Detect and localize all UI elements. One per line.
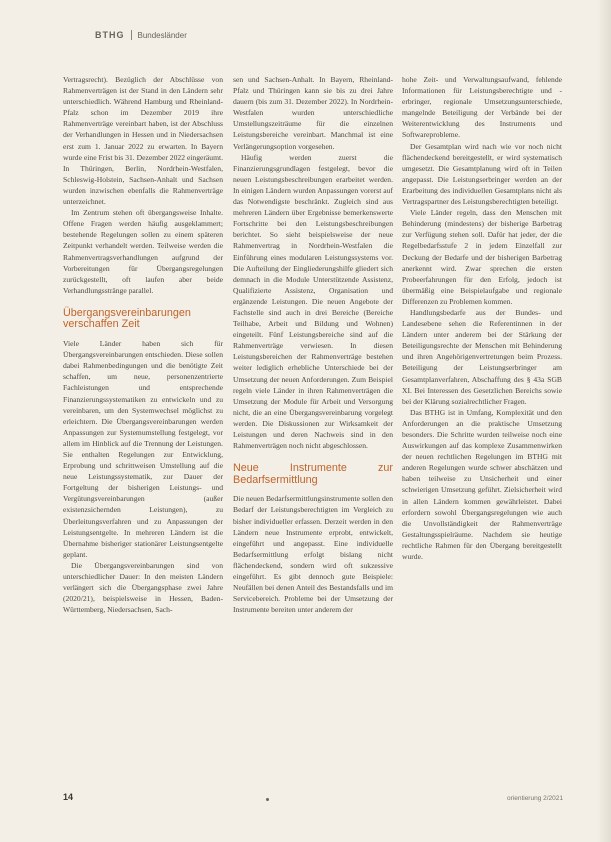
paragraph: Die Übergangsvereinbarungen sind von unterschiedlicher Dauer: In den meisten Ländern verlängert sich die Übergangsphase zwei Jahre (2020/21), beispielsweise in Hessen, Baden-Württemberg, Niedersachsen, Sach- [63, 560, 223, 615]
text-column-2 [233, 74, 393, 615]
paragraph: sen und Sachsen-Anhalt. In Bayern, Rheinland-Pfalz und Thüringen kann sie bis zu drei Jahre dauern (bis zum 31. Dezember 2022). In Nordrhein-Westfalen wurden unterschiedliche Umstellungszeiträume für die einzelnen Leistungsbereiche vereinbart. Manchmal ist eine Verlängerungsoption vorgesehen. [233, 75, 393, 151]
scan-shadow-edge [597, 0, 611, 842]
running-header [95, 30, 187, 40]
paragraph: Vertragsrecht). Bezüglich der Abschlüsse von Rahmenverträgen ist der Stand in den Ländern sehr unterschiedlich. Während Hamburg und Rheinland-Pfalz schon im Dezember 2019 ihre Rahmenverträge vereinbart haben, ist der Abschluss der Verhandlungen in Hessen und in Niedersachsen erst zum 1. Januar 2022 zu erwarten. In Bayern wurde eine Frist bis 31. Dezember 2022 eingeräumt. In Thüringen, Berlin, Nordrhein-Westfalen, Schleswig-Holstein, Sachsen-Anhalt und Sachsen wurden inzwischen ebenfalls die Rahmenverträge unterzeichnet. [63, 75, 223, 207]
section-heading: Neue Instrumente zur Bedarfsermittlung [233, 462, 393, 486]
paragraph: Viele Länder regeln, dass den Menschen mit Behinderung (mindestens) der bisherige Barbetrag zur Verfügung stehen soll. Dafür hat jeder, der die Regelbedarfsstufe 2 in jedem Einzelfall zur Deckung der Bedarfe und der bisherigen Barbetrag anerkennt wird. Zwar sprechen die ersten Probeerfahrungen für den Erfolg, jedoch ist übermäßig eine Beispielaufgabe und regionale Differenzen zu Problemen kommen. [402, 208, 562, 306]
paragraph: Viele Länder haben sich für Übergangsvereinbarungen entschieden. Diese sollen dabei Rahmenbedingungen und die benötigte Zeit schaffen, um neue, personenzentrierte Fachleistungen und entsprechende Finanzierungssystematiken zu entwickeln und zu vereinbaren, um den Systemwechsel möglichst zu erleichtern. Die Übergangsvereinbarungen werden Anpassungen zur Systemumstellung festgelegt, vor allem im Hinblick auf die Trennung der Leistungen. Sie enthalten Regelungen zur Entwicklung, Erprobung und schrittweisen Umstellung auf die neue Leistungssystematik, zur Dauer der Fortgeltung der bisherigen Leistungs- und Vergütungsvereinbarungen (außer existenzsichernden Leistungen), zu Überleitungsverfahren und zu Anpassungen der Leistungsentgelte. In mehreren Ländern ist die Übernahme bisheriger stationärer Leistungsentgelte geplant. [63, 339, 223, 559]
paragraph: Das BTHG ist in Umfang, Komplexität und den Anforderungen an die praktische Umsetzung besonders. Die Schritte wurden teilweise noch eine Auswirkungen auf das komplexe Zusammenwirken der neuen rechtlichen Regelungen im BTHG mit anderen Regelungen wurde schwer abschätzen und haben teilweise zu Unsicherheit und einer schwierigen Umsetzung geführt. Zielsicherheit wird in allen Ländern kommen gewährleistet. Dabei erfordern sowohl Übergangsregelungen wie auch die Unvollständigkeit der Rahmenverträge Gestaltungsspielräume. Nachdem sie heutige rechtliche Rahmen für den Übergang bereitgestellt wurde. [402, 407, 562, 562]
page-footer [63, 792, 563, 802]
paragraph: Der Gesamtplan wird nach wie vor noch nicht flächendeckend bereitgestellt, er wird systematisch umgesetzt. Die Gesamtplanung wird oft in Teilen angepasst. Die Leistungserbringer werden an der Erarbeitung des individuellen Gesamtplans nicht als Vertragspartner des Leistungsberechtigten beteiligt. [402, 141, 562, 207]
header-divider [131, 30, 132, 40]
text-column-1 [63, 74, 223, 615]
paragraph: Häufig werden zuerst die Finanzierungsgrundlagen festgelegt, bevor die neuen Leistungsbeschreibungen erarbeitet werden. In einigen Ländern wurden Anpassungen vorerst auf das Notwendigste beschränkt. Zugleich sind aus mehreren Ländern über Ergebnisse bemerkenswerte Fortschritte bei den Leistungsbeschreibungen berichtet. So sieht beispielsweise der neue Rahmenvertrag in Nordrhein-Westfalen die Einführung eines modularen Leistungssystems vor. Die Aufteilung der Eingliederungshilfe gliedert sich demnach in die Module Unterstützende Assistenz, Qualifizierte Assistenz, Organisation und ergänzende Leistungen. Die neuen Angebote der Fachstelle sind auch in drei Bereiche (Bereiche Teilhabe, Arbeit und Bildung und Wohnen) eingeteilt. Fünf Leistungsbereiche sind auf die Rahmenverträge verwiesen. In diesen Leistungsbereichen der Rahmenverträge bestehen weiter lediglich erhebliche Unterschiede bei der Umsetzung der neuen Anforderungen. Zum Beispiel regeln viele Länder in ihren Rahmenverträgen die Umsetzung der Module für Arbeit und Versorgung nicht, die an eine Übergangsvereinbarung vorgelegt werden. Die Diskussionen zur Wirksamkeit der Leistungen und deren Nachweis sind in den Rahmenverträgen noch nicht abgeschlossen. [233, 152, 393, 451]
magazine-issue: orientierung 2/2021 [506, 795, 563, 802]
section-heading: Übergangsvereinbarungen verschaffen Zeit [63, 306, 191, 331]
paragraph: Die neuen Bedarfsermittlungsinstrumente sollen den Bedarf der Leistungsberechtigten im Vergleich zu bisher individueller erfassen. Derzeit werden in den Ländern neue Instrumente erprobt, entwickelt, eingeführt und angepasst. Eine individuelle Bedarfsermittlung erfolgt bislang nicht flächendeckend, sondern wird oft sukzessive eingeführt. Es gibt dennoch gute Beispiele: Neufällen bei denen Anteil des Bestandsfalls und im Servicebereich. Probleme bei der Umsetzung der Instrumente bereiten unter anderem der [233, 494, 393, 615]
header-brand: BTHG [95, 30, 125, 40]
paragraph: Im Zentrum stehen oft übergangsweise Inhalte. Offene Fragen werden häufig ausgeklammert; bestehende Regelungen sollen zu einem späteren Zeitpunkt verhandelt werden. Teilweise werden die Rahmenvertragsverhandlungen aufgrund der Vorbereitungen für Übergangsregelungen zurückgestellt, oft laufen aber beide Verhandlungsstränge parallel. [63, 208, 223, 295]
text-column-3 [402, 74, 562, 562]
paragraph: hohe Zeit- und Verwaltungsaufwand, fehlende Informationen für Leistungsberechtigte und -erbringer, regionale Umsetzungsunterschiede, mangelnde Beteiligung der Verbände bei der Weiterentwicklung des Instruments und Softwareprobleme. [402, 75, 562, 140]
page-number: 14 [63, 792, 74, 802]
header-section: Bundesländer [137, 30, 187, 40]
paragraph: Handlungsbedarfe aus der Bundes- und Landesebene sehen die Referentinnen in der Ländern unter anderem bei der Stärkung der Beteiligungsrechte der Menschen mit Behinderung und ihren Angehörigenvertretungen beim Prozess. Beteiligung der Leistungserbringer am Gesamtplanverfahren, Abschaffung des § 43a SGB XI. Bei Interessen des Gesetzlichen Bereichs sowie bei der Klärung sozialrechtlicher Fragen. [402, 307, 562, 406]
